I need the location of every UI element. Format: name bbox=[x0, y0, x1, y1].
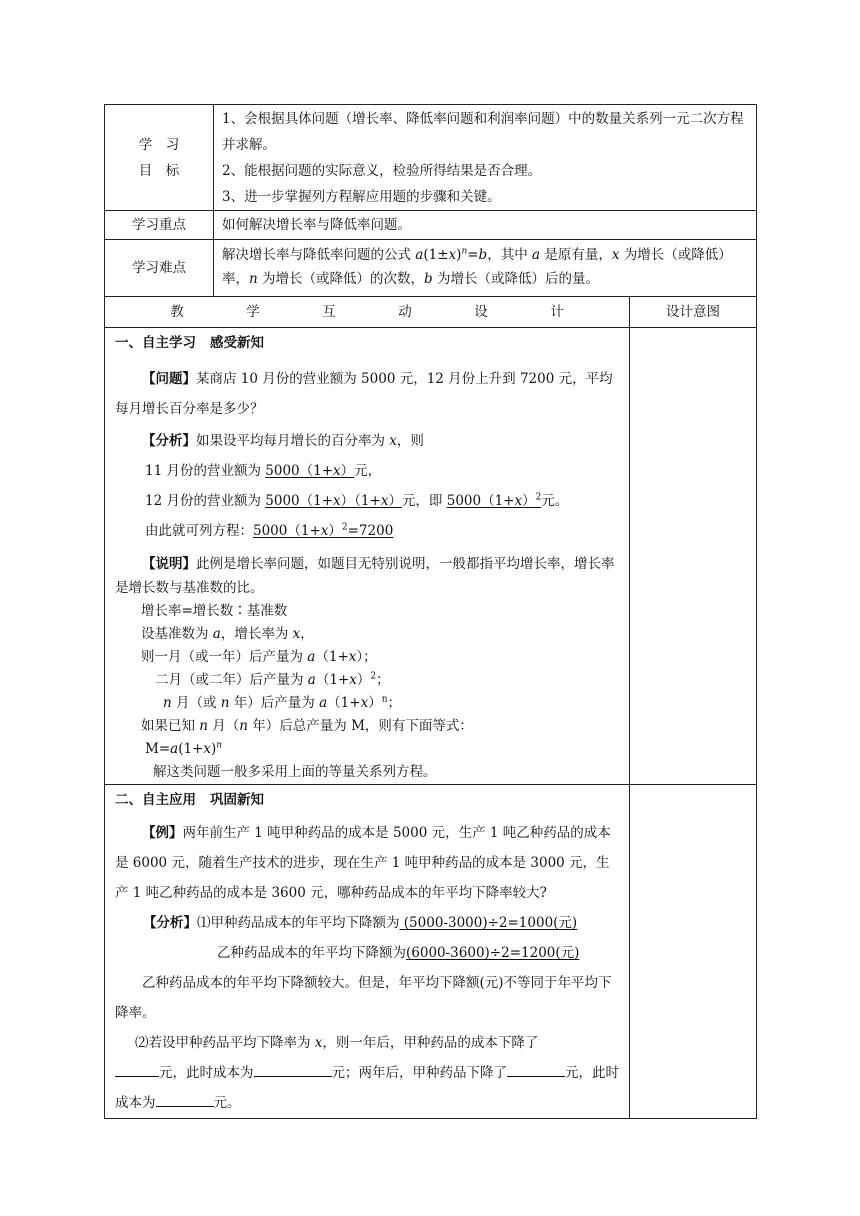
goal-item-2: 2、能根据问题的实际意义，检验所得结果是否合理。 bbox=[222, 163, 542, 179]
solve-method-line: 解这类问题一般多采用上面的等量关系列方程。 bbox=[153, 764, 437, 780]
lesson-plan-table bbox=[104, 104, 757, 1119]
question-paragraph: ⑵若设甲种药品平均下降率为 x，则一年后，甲种药品的成本下降了 元，此时成本为 元；两年后，甲种药品下降了 元，此时成本为 元。 bbox=[115, 1035, 619, 1111]
section1-row bbox=[105, 328, 757, 785]
december-line: 12 月份的营业额为 5000（1+x）（1+x）元，即 $5000(1+x)^2$元。 bbox=[145, 492, 569, 509]
design-header: 教 学 互 动 设 计 bbox=[105, 297, 630, 328]
goal-item-1: 1、会根据具体问题（增长率、降低率问题和利润率问题）中的数量关系列一元二次方程并求解。 bbox=[222, 111, 744, 153]
general-formula: $M=a(1+x)^n$ bbox=[145, 740, 223, 757]
problem-paragraph: 【问题】某商店 10 月份的营业额为 5000 元，12 月份上升到 7200 元，平均每月增长百分率是多少？ bbox=[115, 371, 613, 417]
answer-blank-4[interactable] bbox=[156, 1091, 214, 1107]
section2-title: 二、自主应用 巩固新知 bbox=[115, 792, 264, 808]
goals-label-line1: 学 习 bbox=[138, 136, 180, 153]
example-paragraph: 【例】两年前生产 1 吨甲种药品的成本是 5000 元，生产 1 吨乙种药品的成本是 6000 元，随着生产技术的进步，现在生产 1 吨甲种药品的成本是 3000 元，生产 1 吨乙种药品的成本是 3600 元，哪种药品成本的年平均下降率较大? bbox=[115, 825, 611, 901]
ratio-line: 增长率=增长数∶基准数 bbox=[141, 603, 288, 619]
section2-content bbox=[105, 785, 630, 1119]
section2-intent bbox=[630, 785, 757, 1119]
design-header-row bbox=[105, 297, 757, 328]
lesson-plan-sheet bbox=[104, 104, 756, 1119]
known-total-line: 如果已知 n 月（n 年）后总产量为 M，则有下面等式： bbox=[141, 718, 473, 734]
key-point-label: 学习重点 bbox=[105, 211, 214, 240]
november-line: 11 月份的营业额为 5000（1+x）元， bbox=[145, 463, 382, 479]
section1-intent bbox=[630, 328, 757, 785]
equation-line: 由此就可列方程：$5000(1+x)^2=7200$ bbox=[145, 522, 394, 539]
month-n-line: n 月（或 n 年）后产量为 $a(1+x)^n$； bbox=[163, 694, 401, 711]
key-point-row bbox=[105, 211, 757, 240]
set-base-line: 设基准数为 a，增长率为 x， bbox=[141, 626, 314, 642]
design-intent-header: 设计意图 bbox=[630, 297, 757, 328]
answer-blank-1[interactable] bbox=[115, 1061, 159, 1077]
key-point-text: 如何解决增长率与降低率问题。 bbox=[214, 211, 757, 240]
analysis-line-1: 【分析】⑴甲种药品成本的年平均下降额为 (5000-3000)÷2=1000(元) bbox=[143, 915, 578, 931]
goal-item-3: 3、进一步掌握列方程解应用题的步骤和关键。 bbox=[222, 189, 501, 205]
difficulty-text: 解决增长率与降低率问题的公式 $a(1\pm x)^n=b$，其中 a 是原有量，x 为增长（或降低）率，n 为增长（或降低）的次数，b 为增长（或降低）后的量。 bbox=[214, 240, 757, 297]
goals-content bbox=[214, 105, 757, 211]
difficulty-row bbox=[105, 240, 757, 297]
section1-content bbox=[105, 328, 630, 785]
answer-blank-2[interactable] bbox=[254, 1061, 332, 1077]
analysis-paragraph: 【分析】如果设平均每月增长的百分率为 x，则 bbox=[142, 433, 424, 449]
section1-title: 一、自主学习 感受新知 bbox=[115, 335, 264, 351]
section2-row bbox=[105, 785, 757, 1119]
month1-line: 则一月（或一年）后产量为 a（1+x）； bbox=[141, 649, 377, 665]
note-paragraph: 【说明】此例是增长率问题，如题目无特别说明，一般都指平均增长率，增长率是增长数与基准数的比。 bbox=[115, 556, 615, 596]
difficulty-label: 学习难点 bbox=[105, 240, 214, 297]
goals-label bbox=[105, 105, 214, 211]
analysis-conclusion: 乙种药品成本的年平均下降额较大。但是，年平均下降额(元)不等同于年平均下降率。 bbox=[115, 975, 612, 1021]
answer-blank-3[interactable] bbox=[507, 1061, 565, 1077]
difficulty-formula: $a(1\pm x)^n=b$ bbox=[415, 246, 488, 263]
goals-row bbox=[105, 105, 757, 211]
month2-line: 二月（或二年）后产量为 $a(1+x)^2$； bbox=[155, 671, 390, 688]
analysis-line-2: 乙种药品成本的年平均下降额为(6000-3600)÷2=1200(元) bbox=[217, 945, 580, 961]
goals-label-line2: 目 标 bbox=[138, 162, 180, 179]
